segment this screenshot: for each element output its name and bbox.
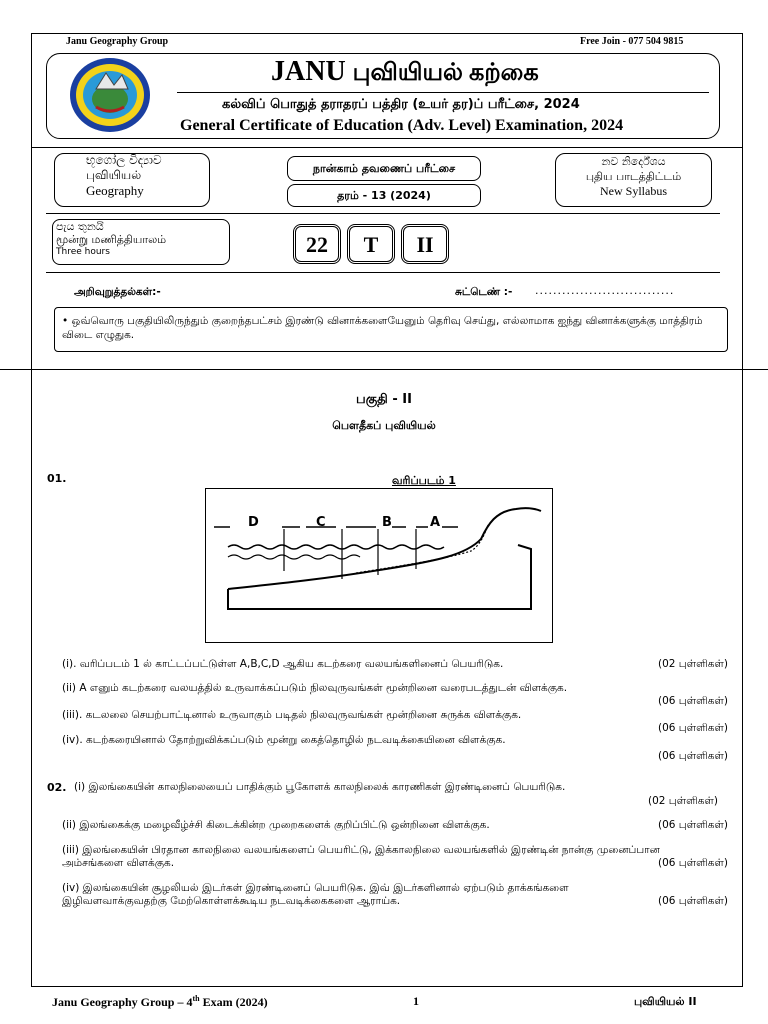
time-tamil: மூன்று மணித்தியாலம் — [56, 233, 167, 246]
zone-label-c: C — [316, 515, 326, 530]
figure-title: வரிப்படம் 1 — [392, 474, 456, 487]
subject-english: Geography — [86, 183, 144, 198]
q2-part-i-marks: (02 புள்ளிகள்) — [648, 795, 718, 807]
term-label: நான்காம் தவணைப் பரீட்சை — [312, 162, 456, 175]
paper-code-2: T — [347, 224, 395, 264]
syllabus-tamil: புதிய பாடத்திட்டம் — [585, 170, 682, 183]
exam-title-english: General Certificate of Education (Adv. Level) Examination, 2024 — [180, 117, 624, 134]
instruction-bullet — [62, 314, 724, 342]
q1-part-iii: (iii). கடலலை செயற்பாட்டினால் உருவாகும் படிதல் நிலவுருவங்கள் மூன்றினை சுருக்க விளக்குக. — [62, 709, 522, 721]
footer-exam: Exam (2024) — [199, 995, 268, 1009]
q1-part-i: (i). வரிப்படம் 1 ல் காட்டப்பட்டுள்ள A,B,C,D ஆகிய கடற்கரை வலயங்களினைப் பெயரிடுக. — [62, 658, 504, 670]
section-subtitle: பௌதீகப் புவியியல் — [332, 419, 436, 432]
footer-sup: th — [192, 994, 200, 1003]
index-dots: ............................... — [535, 284, 675, 297]
time-english: Three hours — [56, 247, 110, 257]
q1-part-ii: (ii) A எனும் கடற்கரை வலயத்தில் உருவாக்கப்படும் நிலவுருவங்கள் மூன்றினை வரைபடத்துடன் விளக்குக. — [62, 682, 568, 694]
logo — [66, 55, 154, 135]
q1-number: 01. — [47, 472, 67, 485]
brand-latin: JANU — [271, 56, 346, 87]
section-divider — [0, 369, 768, 370]
q2-part-i: (i) இலங்கையின் காலநிலையைப் பாதிக்கும் பூகோளக் காலநிலைக் காரணிகள் இரண்டினைப் பெயரிடுக. — [74, 781, 566, 793]
instruction-text: ஒவ்வொரு பகுதியிலிருந்தும் குறைந்தபட்சம் இரண்டு வினாக்களையேனும் தெரிவு செய்து, எல்லாமாக ஐந்து வினாக்களுக்கு மாத்திரம் விடை எழுதுக. — [62, 315, 703, 341]
time-sinhala: පැය තුනයි — [56, 220, 104, 233]
row-divider-1 — [31, 147, 743, 148]
row-divider-3 — [46, 272, 720, 273]
row-divider-2 — [46, 213, 720, 214]
footer-right: புவியியல் II — [634, 995, 697, 1008]
q2-part-ii-marks: (06 புள்ளிகள்) — [658, 819, 728, 831]
time-text — [56, 220, 166, 259]
footer-group: Janu Geography Group – 4 — [52, 995, 193, 1009]
q2-number: 02. — [47, 781, 67, 794]
syllabus-sinhala: නව නිර්දේශය — [601, 155, 666, 168]
index-label: சுட்டெண் :- — [455, 286, 513, 298]
top-right-label: Free Join - 077 504 9815 — [580, 36, 684, 47]
q2-part-iv: (iv) இலங்கையின் சூழலியல் இடர்கள் இரண்டினைப் பெயரிடுக. இவ் இடர்களினால் ஏற்படும் தாக்கங்களை இழிவளவாக்குவதற்கு மேற்கொள்ளக்கூடிய நடவடிக்கைகளை ஆராய்க. — [62, 882, 569, 907]
instructions-label: அறிவுறுத்தல்கள்:- — [74, 286, 161, 298]
bullet-dot: • — [62, 315, 72, 327]
grade-label: தரம் - 13 (2024) — [337, 189, 431, 202]
zone-label-b: B — [382, 515, 392, 530]
q1-part-i-marks: (02 புள்ளிகள்) — [658, 658, 728, 670]
brand-title — [271, 55, 539, 90]
q2-part-iii-marks: (06 புள்ளிகள்) — [658, 857, 728, 869]
footer-left — [52, 994, 268, 1010]
subject-tamil: புவியியல் — [86, 168, 142, 182]
q1-part-ii-marks: (06 புள்ளிகள்) — [658, 695, 728, 707]
paper-code-3: II — [401, 224, 449, 264]
section-title: பகுதி - II — [356, 392, 412, 407]
syllabus-english: New Syllabus — [600, 184, 667, 198]
brand-tamil: புவியியல் கற்கை — [352, 60, 539, 86]
subject-sinhala: භූගෝල විද්‍යාව — [86, 153, 162, 167]
page-number: 1 — [413, 994, 419, 1008]
zone-label-d: D — [248, 515, 259, 530]
coastal-profile-diagram — [206, 489, 551, 641]
figure-1 — [205, 488, 553, 643]
subject-text — [86, 153, 162, 198]
q1-part-iv-marks: (06 புள்ளிகள்) — [658, 750, 728, 762]
syllabus-text — [555, 154, 712, 199]
q2-part-iii: (iii) இலங்கையின் பிரதான காலநிலை வலயங்களைப் பெயரிட்டு, இக்காலநிலை வலயங்களில் இரண்டின் நான்கு முனைப்பான அம்சங்களை விளக்குக. — [62, 844, 660, 869]
q2-part-ii: (ii) இலங்கைக்கு மழைவீழ்ச்சி கிடைக்கின்ற முறைகளைக் குறிப்பிட்டு ஒன்றினை விளக்குக. — [62, 819, 490, 831]
q1-part-iv: (iv). கடற்கரையினால் தோற்றுவிக்கப்படும் மூன்று கைத்தொழில் நடவடிக்கையினை விளக்குக. — [62, 734, 506, 746]
zone-label-a: A — [430, 515, 441, 530]
q1-part-iii-marks: (06 புள்ளிகள்) — [658, 722, 728, 734]
header-divider — [177, 92, 709, 93]
exam-title-tamil: கல்விப் பொதுத் தராதரப் பத்திர (உயர் தர)ப் பரீட்சை, 2024 — [222, 97, 580, 112]
q2-part-iv-marks: (06 புள்ளிகள்) — [658, 895, 728, 907]
top-left-label: Janu Geography Group — [66, 36, 169, 47]
paper-code-1: 22 — [293, 224, 341, 264]
